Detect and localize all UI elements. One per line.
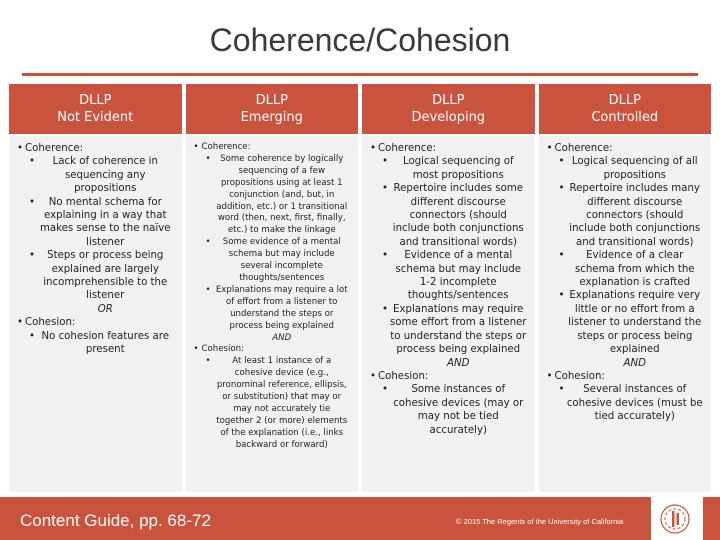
rubric-text: Explanations may require a lot of effort from a listener to understand the steps or process being explained: [215, 284, 348, 331]
bullet-icon: •: [382, 384, 389, 396]
column-header: [9, 84, 182, 134]
column-developing: [362, 84, 535, 492]
bullet-icon: •: [558, 384, 565, 396]
bullet-icon: •: [546, 370, 553, 382]
rubric-criterion: [194, 356, 351, 451]
rubric-text: Coherence:: [201, 142, 251, 152]
rubric-criterion: [547, 249, 704, 289]
rubric-text: Several instances of cohesive devices (must be tied accurately): [566, 384, 703, 423]
rubric-criterion: [17, 249, 174, 303]
rubric-criterion: [370, 303, 527, 357]
rubric-criterion: [547, 289, 704, 356]
bullet-icon: •: [382, 303, 389, 315]
column-header-line: DLLP: [79, 93, 112, 108]
column-header-line: Emerging: [240, 110, 303, 125]
rubric-criterion: [370, 249, 527, 303]
rubric-text: Some instances of cohesive devices (may or may not be tied accurately): [393, 384, 524, 436]
column-not-evident: [9, 84, 182, 492]
rubric-text: Cohesion:: [201, 344, 244, 355]
rubric-text: Evidence of a clear schema from which the explanation is crafted: [574, 250, 695, 289]
bullet-icon: •: [193, 344, 199, 355]
bullet-icon: •: [558, 290, 565, 302]
rubric-text: Evidence of a mental schema but may include 1-2 incomplete thoughts/sentences: [395, 250, 522, 302]
column-header-line: DLLP: [432, 93, 465, 108]
bullet-icon: •: [205, 356, 211, 367]
rubric-text: Repertoire includes some different discourse connectors (should include both conjunctions and transitional words): [392, 183, 524, 248]
rubric-criterion: [194, 285, 351, 333]
bullet-icon: •: [29, 330, 36, 342]
rubric-text: Logical sequencing of most propositions: [402, 156, 514, 181]
column-header-line: DLLP: [255, 93, 288, 108]
column-header: [186, 84, 359, 134]
rubric-criterion: [17, 196, 174, 250]
rubric-criterion: [370, 155, 527, 182]
bullet-icon: •: [193, 142, 199, 152]
bullet-icon: •: [382, 250, 389, 262]
column-header: [362, 84, 535, 134]
rubric-category: [194, 142, 351, 154]
bullet-icon: •: [546, 143, 553, 154]
bullet-icon: •: [382, 156, 389, 168]
bullet-icon: •: [29, 196, 36, 208]
bullet-icon: •: [29, 250, 36, 262]
rubric-text: Cohesion:: [25, 317, 76, 329]
rubric-category: [370, 370, 527, 383]
rubric-criterion: [547, 155, 704, 182]
rubric-text: Steps or process being explained are largely incomprehensible to the listener: [43, 250, 168, 302]
bullet-icon: •: [17, 317, 24, 329]
column-controlled: [539, 84, 712, 492]
bullet-icon: •: [558, 183, 565, 195]
bullet-icon: •: [370, 370, 377, 382]
rubric-connector: AND: [447, 357, 470, 369]
rubric-text: Explanations require very little or no effort from a listener to understand the steps or process being explained: [568, 290, 702, 356]
footer-copyright: © 2015 The Regents of the University of California: [456, 517, 624, 526]
column-body: [362, 136, 535, 492]
rubric-text: Coherence:: [378, 143, 437, 154]
bullet-icon: •: [382, 183, 389, 195]
column-header-line: Controlled: [591, 110, 659, 125]
rubric-category: [547, 142, 704, 155]
rubric-criterion: [547, 383, 704, 423]
rubric-criterion: [17, 330, 174, 357]
rubric-text: Logical sequencing of all propositions: [571, 156, 698, 181]
footer-reference: Content Guide, pp. 68-72: [20, 511, 211, 530]
rubric-category: [17, 316, 174, 329]
bullet-icon: •: [205, 284, 211, 295]
rubric-category: [194, 344, 351, 356]
rubric-text: No cohesion features are present: [41, 330, 170, 356]
bullet-icon: •: [558, 156, 565, 168]
rubric-text: Repertoire includes many different discourse connectors (should include both conjunctions and transitional words): [569, 183, 701, 248]
bullet-icon: •: [558, 250, 565, 262]
rubric-text: Some coherence by logically sequencing of a few propositions using at least 1 conjunction (and, but, in addition, etc.) or 1 transitional word (then, next, first, finally, etc.) to make the linkage: [216, 153, 348, 236]
column-header-line: Not Evident: [57, 110, 134, 125]
rubric-table: [9, 84, 711, 492]
rubric-criterion: [17, 155, 174, 195]
column-header-line: DLLP: [608, 93, 641, 108]
rubric-criterion: [194, 154, 351, 237]
column-header-line: Developing: [411, 110, 486, 125]
rubric-text: Coherence:: [554, 143, 613, 154]
column-body: [9, 136, 182, 492]
rubric-text: Cohesion:: [554, 370, 605, 382]
rubric-connector: AND: [272, 332, 292, 343]
title-divider: [22, 73, 698, 76]
column-header: [539, 84, 712, 134]
rubric-category: [547, 370, 704, 383]
bullet-icon: •: [370, 143, 377, 154]
rubric-criterion: [194, 237, 351, 285]
column-body: [186, 136, 359, 492]
rubric-category: [370, 142, 527, 155]
rubric-criterion: [370, 182, 527, 249]
rubric-connector: AND: [623, 357, 646, 369]
rubric-connector: OR: [97, 303, 113, 315]
column-emerging: [186, 84, 359, 492]
bullet-icon: •: [205, 153, 211, 164]
rubric-text: Some evidence of a mental schema but may include several incomplete thoughts/sentences: [222, 237, 341, 283]
bullet-icon: •: [29, 156, 36, 168]
rubric-text: At least 1 instance of a cohesive device (e.g., pronominal reference, ellipsis, or substitution) that may or may not accurately tie together 2 (or more) elements of the explanation (i.e., links backward or forward): [216, 356, 348, 450]
rubric-text: No mental schema for explaining in a way that makes sense to the naïve listener: [39, 196, 171, 248]
rubric-category: [17, 142, 174, 155]
page-title: Coherence/Cohesion: [209, 22, 511, 58]
bullet-icon: •: [205, 237, 211, 248]
rubric-text: Coherence:: [25, 143, 84, 154]
logo-mark: [657, 500, 697, 538]
bullet-icon: •: [17, 143, 24, 154]
rubric-text: Explanations may require some effort from a listener to understand the steps or process being explained: [390, 303, 527, 356]
column-body: [539, 136, 712, 492]
rubric-criterion: [370, 383, 527, 437]
rubric-criterion: [547, 182, 704, 249]
ell-logo-icon: [651, 497, 703, 540]
rubric-text: Lack of coherence in sequencing any propositions: [52, 156, 158, 195]
rubric-text: Cohesion:: [378, 370, 429, 382]
footer-bar: [0, 497, 720, 540]
